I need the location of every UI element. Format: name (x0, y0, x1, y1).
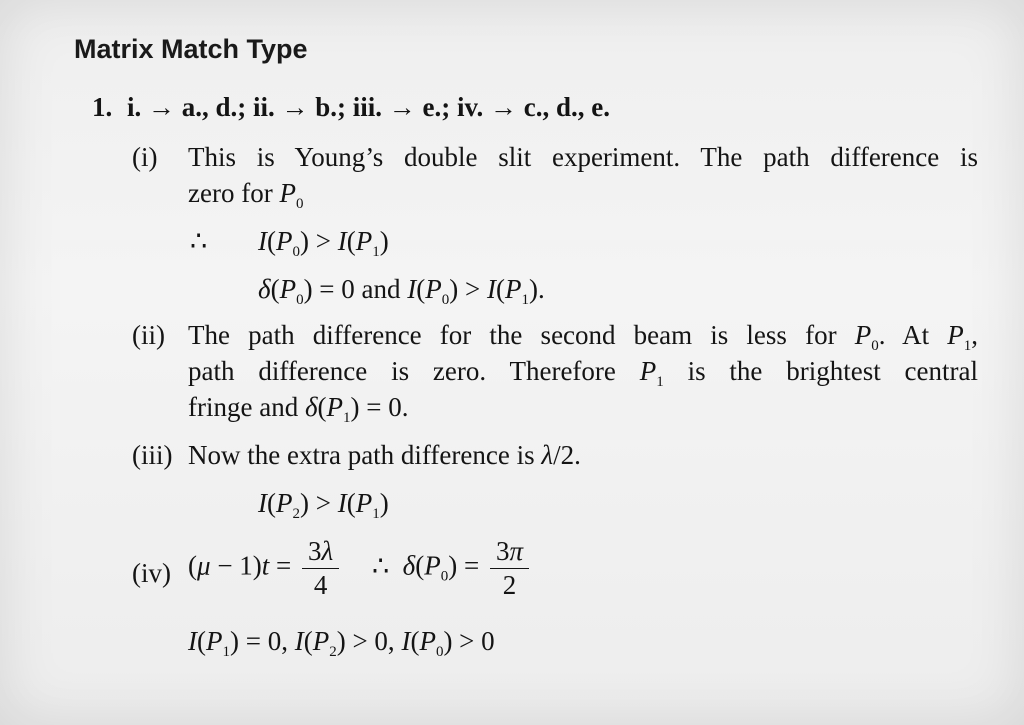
part-ii-line-1: The path difference for the second beam is less for $P_0$. At $P_1$, (188, 320, 978, 354)
answer-key-text: i. → a., d.; ii. → b.; iii. → e.; iv. → c., d., e. (127, 92, 610, 122)
part-iii-line-1: Now the extra path difference is λ/2. (188, 440, 581, 470)
part-i-equation-1: $I(P_0) > I(P_1)$ (258, 226, 389, 260)
part-iv-equation-1: (μ − 1)t = $\frac{3\lambda}{4}$ ∴ $\delta(P_0)$ = $\frac{3\pi}{2}$ (188, 538, 533, 599)
part-iv-equation-2: $I(P_1) = 0$, $I(P_2) > 0$, $I(P_0) > 0$ (188, 626, 495, 660)
answer-number: 1. (92, 92, 113, 122)
part-i-label: (i) (132, 142, 158, 172)
part-ii-line-3: fringe and $\delta(P_1) = 0$. (188, 392, 409, 426)
part-ii-line-2: path difference is zero. Therefore $P_1$ is the brightest central (188, 356, 978, 390)
fraction-3-lambda-over-4: $\frac{3\lambda}{4}$ (302, 538, 339, 599)
part-iii-label: (iii) (132, 440, 173, 470)
part-i-line-1: This is Young’s double slit experiment. The path difference is (188, 142, 978, 172)
section-heading: Matrix Match Type (74, 34, 308, 64)
part-iv-label: (iv) (132, 558, 171, 588)
part-ii-label: (ii) (132, 320, 165, 350)
answer-key (92, 94, 610, 121)
part-iii-equation-1: $I(P_2) > I(P_1)$ (258, 488, 389, 522)
fraction-3-pi-over-2: $\frac{3\pi}{2}$ (490, 538, 529, 599)
part-i-equation-2: $\delta(P_0) = 0$ and $I(P_0) > I(P_1)$. (258, 274, 545, 308)
part-i-line-2: zero for $P_0$ (188, 178, 304, 212)
therefore-symbol: ∴ (190, 226, 208, 256)
